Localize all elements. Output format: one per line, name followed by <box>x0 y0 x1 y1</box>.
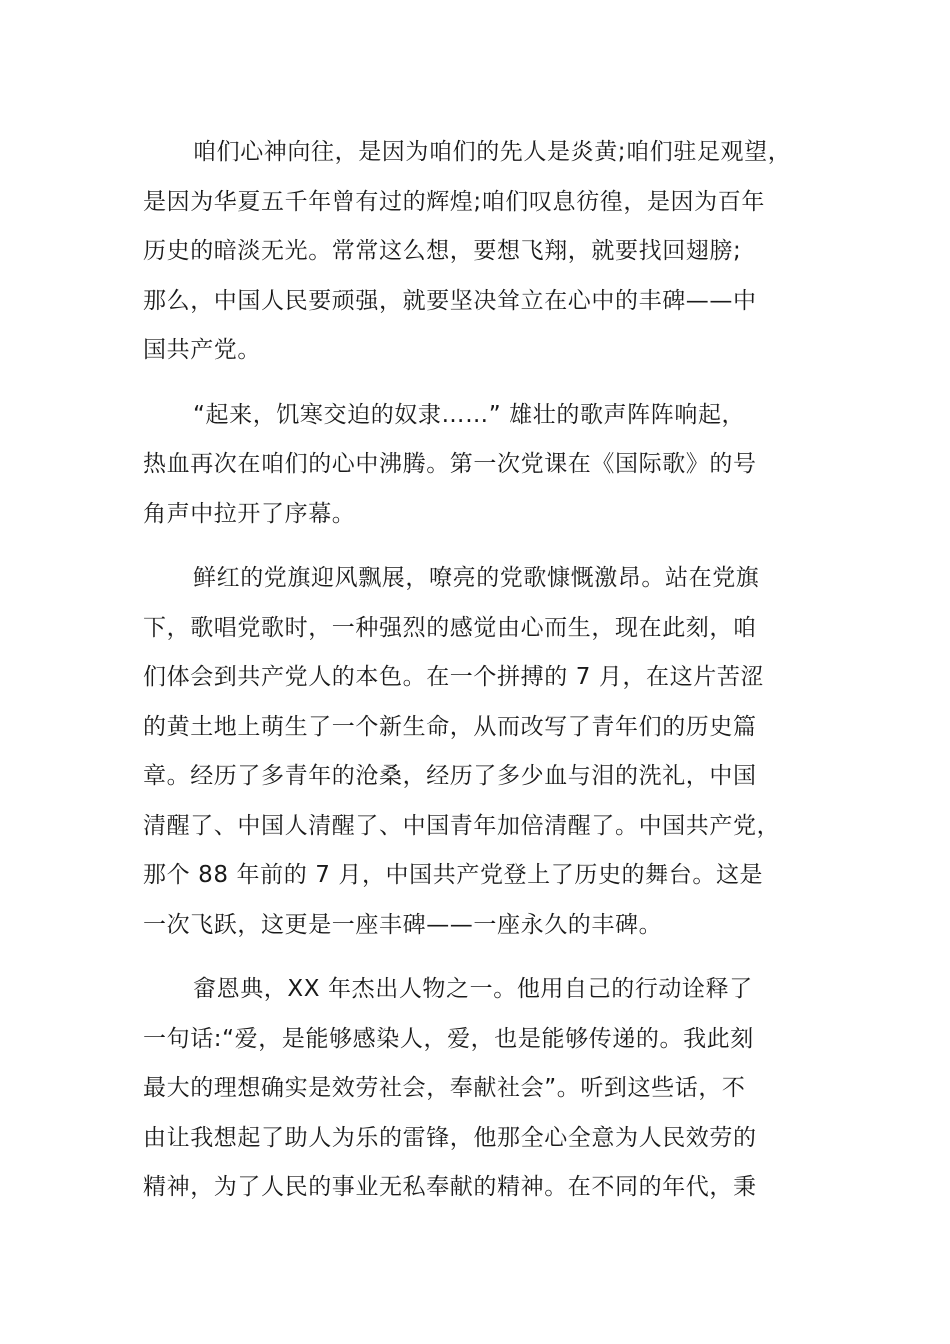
text-line: 热血再次在咱们的心中沸腾。第一次党课在《国际歌》的号 <box>143 451 757 477</box>
text-line: 下，歌唱党歌时，一种强烈的感觉由心而生，现在此刻，咱 <box>143 614 757 641</box>
text-line: 精神，为了人民的事业无私奉献的精神。在不同的年代，秉 <box>143 1174 757 1200</box>
text-line: “起来，饥寒交迫的奴隶……” 雄壮的歌声阵阵响起， <box>193 401 746 428</box>
text-line: 角声中拉开了序幕。 <box>143 500 356 527</box>
text-line: 的黄土地上萌生了一个新生命，从而改写了青年们的历史篇 <box>143 713 757 740</box>
paragraph-3 <box>143 554 813 950</box>
text-line: 是因为华夏五千年曾有过的辉煌;咱们叹息彷徨，是因为百年 <box>143 188 765 215</box>
text-line: 最大的理想确实是效劳社会，奉献社会”。听到这些话，不 <box>143 1075 746 1101</box>
text-line: 章。经历了多青年的沧桑，经历了多少血与泪的洗礼，中国 <box>143 763 757 789</box>
text-line: 那个 88 年前的 7 月，中国共产党登上了历史的舞台。这是 <box>143 862 764 888</box>
text-line: 鲜红的党旗迎风飘展，嘹亮的党歌慷慨激昂。站在党旗 <box>193 565 760 591</box>
document-body <box>143 128 813 1228</box>
text-line: 一次飞跃，这更是一座丰碑——一座永久的丰碑。 <box>143 911 663 938</box>
paragraph-4 <box>143 965 813 1213</box>
text-line: 畲恩典，XX 年杰出人物之一。他用自己的行动诠释了 <box>193 976 753 1002</box>
text-line: 那么，中国人民要顽强，就要坚决耸立在心中的丰碑——中 <box>143 287 757 314</box>
text-line: 咱们心神向往，是因为咱们的先人是炎黄;咱们驻足观望， <box>193 139 792 165</box>
text-line: 清醒了、中国人清醒了、中国青年加倍清醒了。中国共产党， <box>143 812 781 839</box>
text-line: 们体会到共产党人的本色。在一个拼搏的 7 月，在这片苦涩 <box>143 664 765 690</box>
text-line: 历史的暗淡无光。常常这么想，要想飞翔，就要找回翅膀; <box>143 238 742 264</box>
paragraph-2 <box>143 391 813 540</box>
text-line: 由让我想起了助人为乐的雷锋，他那全心全意为人民效劳的 <box>143 1124 757 1151</box>
paragraph-1 <box>143 128 813 376</box>
text-line: 一句话:“爱，是能够感染人，爱，也是能够传递的。我此刻 <box>143 1025 754 1052</box>
text-line: 国共产党。 <box>143 337 261 363</box>
